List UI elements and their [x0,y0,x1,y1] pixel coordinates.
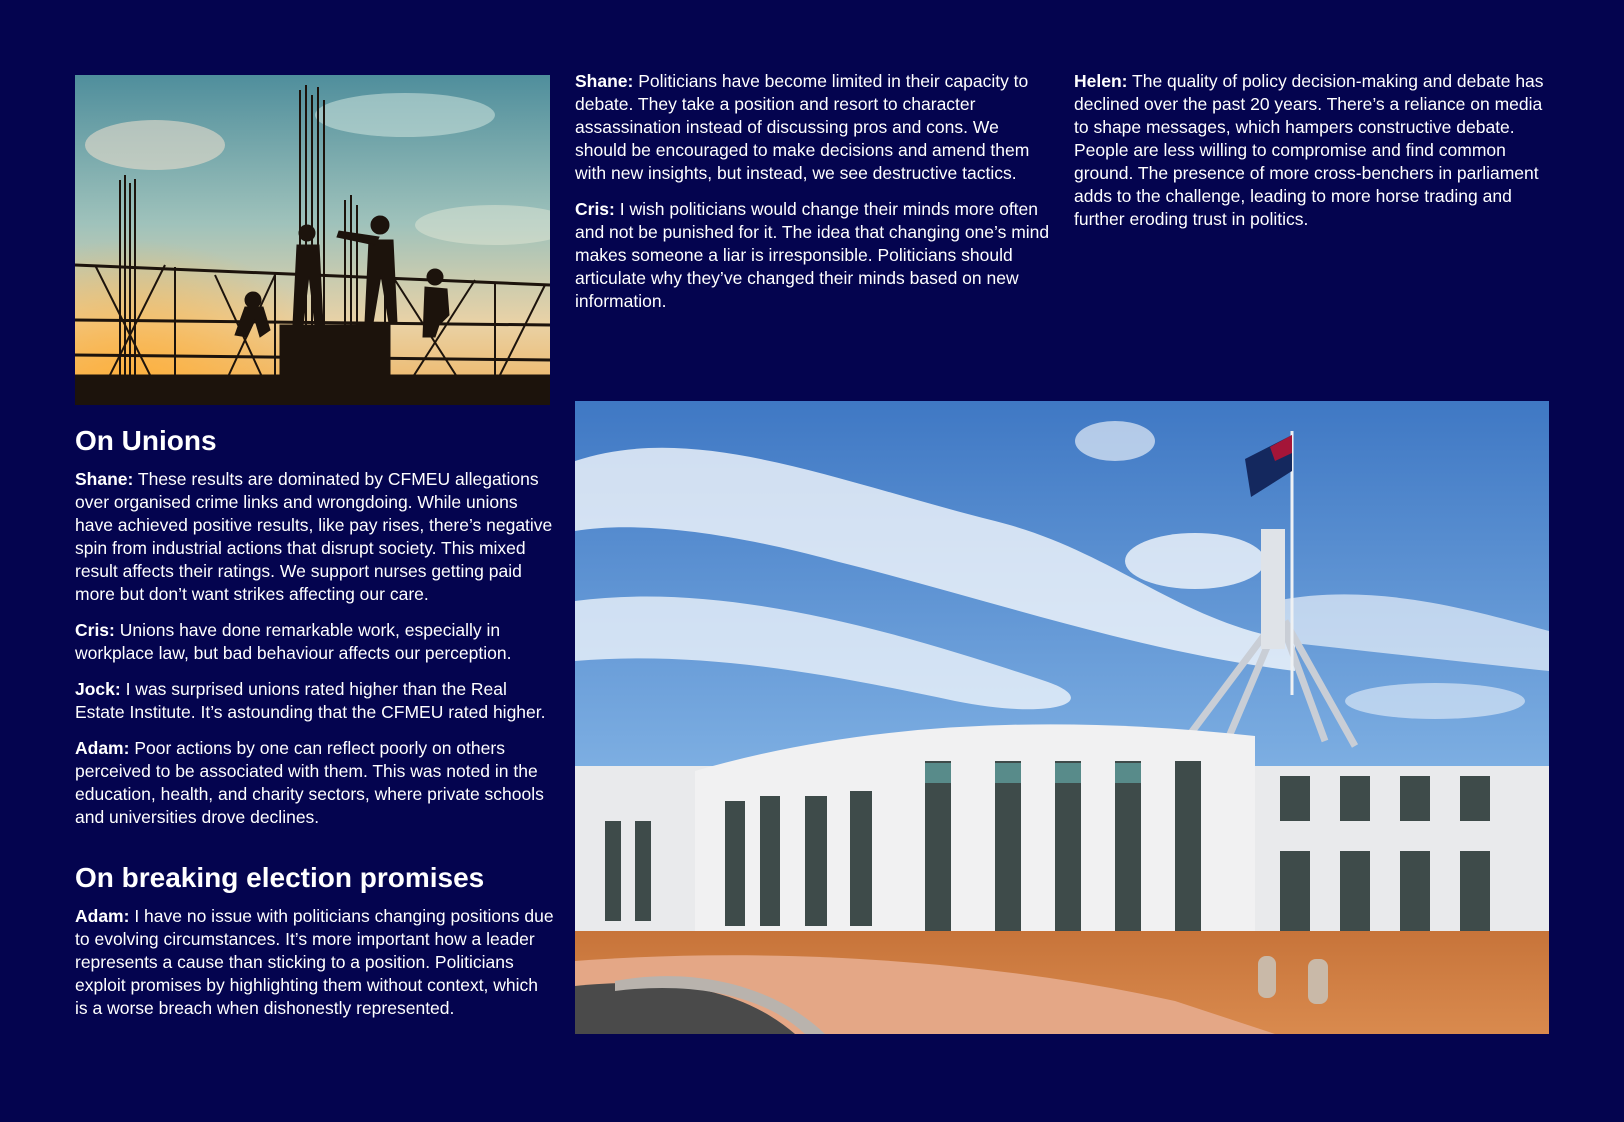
quote-text: I have no issue with politicians changing positions due to evolving circumstances. It’s more important how a leader represents a cause than sticking to a position. Politicians exploit promises by highlighting them without context, which is a worse breach when dishonestly represented. [75,906,554,1018]
top-quotes-right [1074,70,1554,244]
quote-text: I was surprised unions rated higher than the Real Estate Institute. It’s astounding that the CFMEU rated higher. [75,679,546,722]
speaker-name: Cris: [75,620,115,640]
speaker-name: Cris: [575,199,615,219]
quote-unions-adam [75,737,555,829]
construction-photo [75,75,550,405]
quote-text: Poor actions by one can reflect poorly on others perceived to be associated with them. This was noted in the education, health, and charity sectors, where private schools and universities drove declines. [75,738,544,827]
section-heading-promises: On breaking election promises [75,862,485,893]
parliament-house-photo [575,401,1549,1034]
quote-unions-cris [75,619,555,665]
quote-unions-jock [75,678,555,724]
quote-unions-shane [75,468,555,606]
speaker-name: Helen: [1074,71,1128,91]
quote-helen-policy [1074,70,1554,231]
quote-text: Politicians have become limited in their capacity to debate. They take a position and resort to character assassination instead of discussing pros and cons. We should be encouraged to make decisions and amend them with new insights, but instead, we see destructive tactics. [575,71,1030,183]
quote-text: The quality of policy decision-making and debate has declined over the past 20 years. There’s a reliance on media to shape messages, which hampers constructive debate. People are less willing to compromise and find common ground. The presence of more cross-benchers in parliament adds to the challenge, leading to more horse trading and further eroding trust in politics. [1074,71,1544,229]
quote-text: Unions have done remarkable work, especially in workplace law, but bad behaviour affects our perception. [75,620,512,663]
speaker-name: Shane: [575,71,634,91]
quote-text: These results are dominated by CFMEU allegations over organised crime links and wrongdoing. While unions have achieved positive results, like pay rises, there’s negative spin from industrial actions that disrupt society. This mixed result affects their ratings. We support nurses getting paid more but don’t want strikes affecting our care. [75,469,553,604]
top-quotes-middle [575,70,1055,326]
speaker-name: Jock: [75,679,121,699]
quote-text: I wish politicians would change their minds more often and not be punished for it. The idea that changing one’s mind makes someone a liar is irresponsible. Politicians should articulate why they’ve changed their minds based on new information. [575,199,1050,311]
quote-promises-adam [75,905,555,1020]
section-election-promises [75,861,555,1033]
section-unions [75,424,555,842]
speaker-name: Adam: [75,738,130,758]
quote-shane-debate [575,70,1055,185]
quote-cris-minds [575,198,1055,313]
speaker-name: Adam: [75,906,130,926]
section-heading-unions: On Unions [75,425,217,456]
speaker-name: Shane: [75,469,134,489]
